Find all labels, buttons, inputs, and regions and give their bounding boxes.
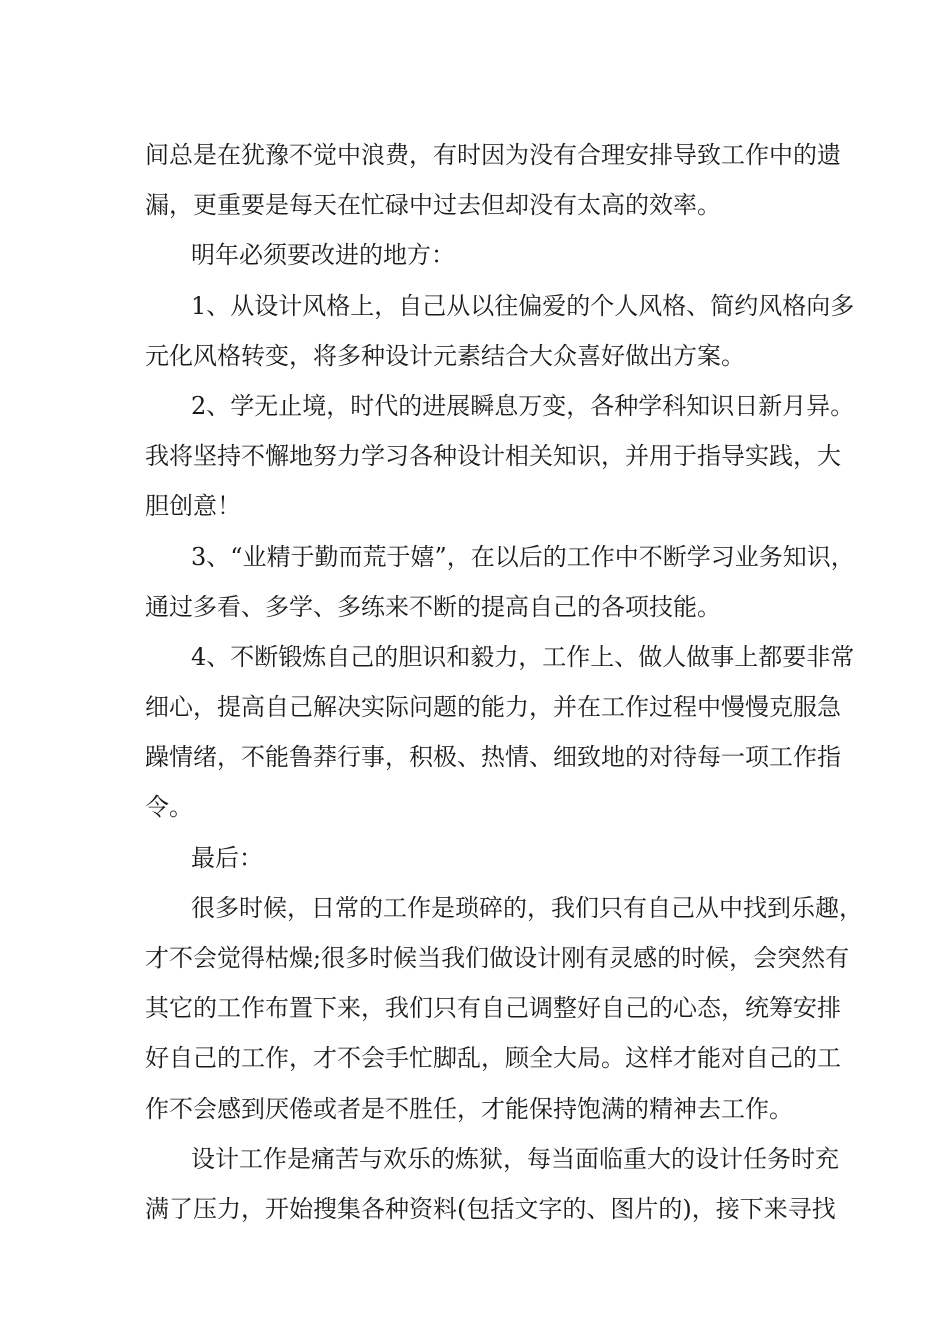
text-line: 满了压力，开始搜集各种资料(包括文字的、图片的)，接下来寻找 — [145, 1194, 836, 1223]
text-line: 设计工作是痛苦与欢乐的炼狱，每当面临重大的设计任务时充 — [191, 1144, 839, 1173]
text-line: 3、“业精于勤而荒于嬉”，在以后的工作中不断学习业务知识， — [191, 542, 855, 571]
text-line: 才不会觉得枯燥;很多时候当我们做设计刚有灵感的时候，会突然有 — [145, 944, 850, 972]
text-line: 躁情绪，不能鲁莽行事，积极、热情、细致地的对待每一项工作指 — [145, 743, 841, 772]
text-line: 令。 — [145, 793, 193, 822]
text-line: 1、从设计风格上，自己从以往偏爱的个人风格、简约风格向多 — [191, 291, 855, 320]
text-line: 其它的工作布置下来，我们只有自己调整好自己的心态，统筹安排 — [145, 994, 841, 1023]
text-line: 最后： — [191, 843, 263, 872]
text-line: 通过多看、多学、多练来不断的提高自己的各项技能。 — [145, 592, 721, 621]
text-line: 明年必须要改进的地方： — [191, 241, 455, 270]
text-line: 胆创意！ — [145, 492, 241, 521]
text-line: 2、学无止境，时代的进展瞬息万变，各种学科知识日新月异。 — [191, 391, 855, 420]
text-line: 我将坚持不懈地努力学习各种设计相关知识，并用于指导实践，大 — [145, 442, 841, 471]
text-line: 好自己的工作，才不会手忙脚乱，顾全大局。这样才能对自己的工 — [145, 1044, 841, 1073]
text-line: 间总是在犹豫不觉中浪费，有时因为没有合理安排导致工作中的遗 — [145, 141, 841, 169]
text-line: 漏，更重要是每天在忙碌中过去但却没有太高的效率。 — [145, 191, 721, 220]
text-line: 细心，提高自己解决实际问题的能力，并在工作过程中慢慢克服急 — [145, 693, 841, 722]
text-line: 作不会感到厌倦或者是不胜任，才能保持饱满的精神去工作。 — [145, 1094, 793, 1123]
text-line: 元化风格转变，将多种设计元素结合大众喜好做出方案。 — [145, 341, 745, 370]
text-line: 很多时候，日常的工作是琐碎的，我们只有自己从中找到乐趣， — [191, 893, 863, 922]
document-body — [145, 130, 863, 1234]
text-line: 4、不断锻炼自己的胆识和毅力，工作上、做人做事上都要非常 — [191, 642, 855, 671]
